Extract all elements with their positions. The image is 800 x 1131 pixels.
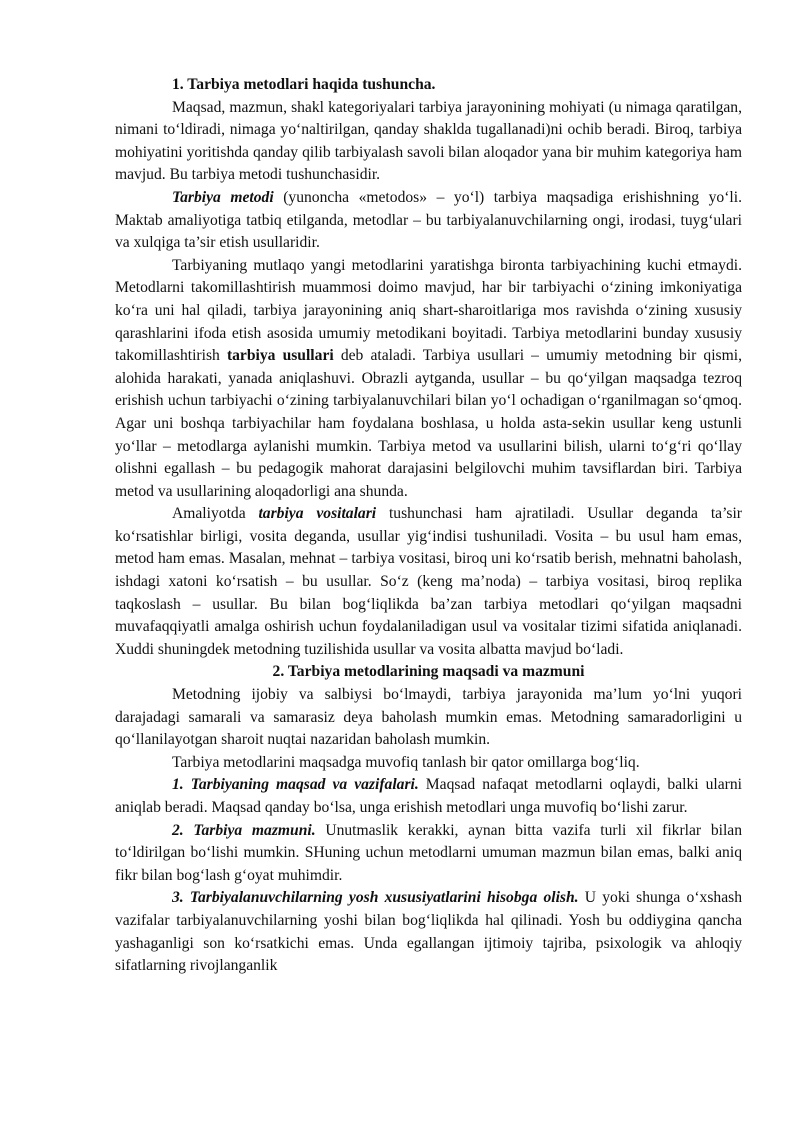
term-tarbiya-vositalari: tarbiya vositalari	[258, 505, 377, 523]
paragraph-techniques: Tarbiyaning mutlaqo yangi metodlarini yaratishga bironta tarbiyachining kuchi etmaydi. Metodlarni takomillashtirish muammosi doimo mavjud, har bir tarbiyachi o‘zining imkoniyatiga ko‘ra uni hal qiladi, tarbiya jarayonining aniq shart-sharoitlariga mos ravishda o‘zining xususiy qarashlarini ifoda etish asosida umumiy metodikani boyitadi. Tarbiya metodlarini bunday xususiy takomillashtirish tarbiya usullari deb ataladi. Tarbiya usullari – umumiy metodning bir qismi, alohida harakati, yanada aniqlashuvi. Obrazli aytganda, usullar – bu qo‘yilgan maqsadga tezroq erishish uchun tarbiyachi o‘zining tarbiyalanuvchilari bilan yo‘l ochadigan o‘rganilmagan so‘qmoq. Agar uni boshqa tarbiyachilar ham foydalana boshlasa, u holda asta-sekin usullar keng ustunli yo‘llar – metodlarga aylanishi mumkin. Tarbiya metod va usullarini bilish, ularni to‘g‘ri qo‘llay olishni egallash – bu pedagogik mahorat darajasini belgilovchi muhim tavsiflardan biri. Tarbiya metod va usullarining aloqadorligi ana shunda.	[115, 256, 742, 500]
section-2-heading: 2. Tarbiya metodlarining maqsadi va mazmuni	[272, 663, 585, 681]
factor-goals-title: 1. Tarbiyaning maqsad va vazifalari.	[172, 776, 419, 794]
paragraph-categories: Maqsad, mazmun, shakl kategoriyalari tarbiya jarayonining mohiyati (u nimaga qaratilgan, nimani to‘ldiradi, nimaga yo‘naltirilgan, qanday shaklda tugallanadi)ni ochib beradi. Biroq, tarbiya mohiyatini yoritishda qanday qilib tarbiyalash savoli bilan aloqador yana bir muhim kategoriya ham mavjud. Bu tarbiya metodi tushunchasidir.	[115, 98, 742, 184]
term-tarbiya-metodi: Tarbiya metodi	[172, 188, 274, 206]
paragraph-means: Amaliyotda tarbiya vositalari tushunchasi ham ajratiladi. Usullar deganda ta’sir ko‘rsatishlar birligi, vosita deganda, usullar yig‘indisi tushuniladi. Vosita – bu usul ham emas, metod ham emas. Masalan, mehnat – tarbiya vositasi, biroq uni ko‘rsatib berish, mehnatni baholash, ishdagi xatoni ko‘rsatish – bu usullar. So‘z (keng ma’noda) – tarbiya vositasi, biroq replika taqkoslash – usullar. Bu bilan bog‘liqlikda ba’zan tarbiya metodlari qo‘yilgan maqsadni muvafaqqiyatli amalga oshirish uchun foydalaniladigan usul va vositalar tizimi sifatida aniqlanadi. Xuddi shuningdek metodning tuzilishida usullar va vosita albatta mavjud bo‘ladi.	[115, 505, 742, 658]
factor-age-title: 3. Tarbiyalanuvchilarning yosh xususiyatlarini hisobga olish.	[172, 889, 579, 907]
factor-content: 2. Tarbiya mazmuni. Unutmaslik kerakki, aynan bitta vazifa turli xil fikrlar bilan to‘ldirilgan bo‘lishi mumkin. SHuning uchun metodlarni umuman mazmun bilan emas, balki aniq fikr bilan bog‘lash g‘oyat muhimdir.	[115, 821, 742, 884]
paragraph-effectiveness: Metodning ijobiy va salbiysi bo‘lmaydi, tarbiya jarayonida ma’lum yo‘lni yuqori darajadagi samarali va samarasiz deya baholash mumkin emas. Metodning samaradorligini u qo‘llanilayotgan sharoit nuqtai nazaridan baholash mumkin.	[115, 686, 742, 749]
factor-age: 3. Tarbiyalanuvchilarning yosh xususiyatlarini hisobga olish. U yoki shunga o‘xshash vazifalar tarbiyalanuvchilarning yoshi bilan bog‘liqlikda hal qilinadi. Yosh bu oddiygina qancha yashaganligi son ko‘rsatkichi emas. Unda egallangan ijtimoiy tajriba, psixologik va ahloqiy sifatlarning rivojlanganlik	[115, 889, 742, 975]
section-1-heading: 1. Tarbiya metodlari haqida tushuncha.	[172, 76, 436, 93]
document-page	[115, 74, 742, 978]
factor-goals: 1. Tarbiyaning maqsad va vazifalari. Maqsad nafaqat metodlarni oqlaydi, balki ularni aniqlab beradi. Maqsad qanday bo‘lsa, unga erishish metodlari unga muvofiq bo‘lishi zarur.	[115, 776, 743, 816]
term-tarbiya-usullari: tarbiya usullari	[226, 347, 334, 365]
factor-content-title: 2. Tarbiya mazmuni.	[172, 821, 316, 839]
paragraph-selection-factors: Tarbiya metodlarini maqsadga muvofiq tanlash bir qator omillarga bog‘liq.	[172, 753, 640, 771]
paragraph-method-definition: Tarbiya metodi (yunoncha «metodos» – yo‘l) tarbiya maqsadiga erishishning yo‘li. Maktab amaliyotiga tatbiq etilganda, metodlar – bu tarbiyalanuvchilarning ongi, irodasi, tuyg‘ulari va xulqiga ta’sir etish usullaridir.	[115, 188, 742, 252]
